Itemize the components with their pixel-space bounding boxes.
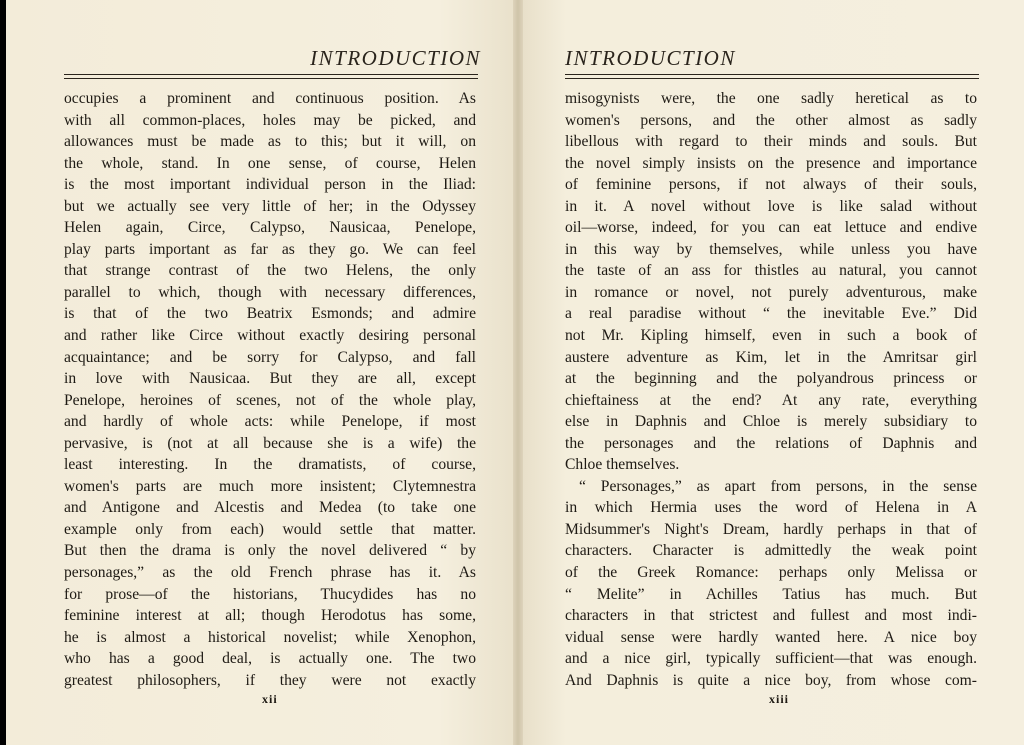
text-line: and rather like Circe without exactly desiring personal <box>64 327 476 345</box>
text-line: characters. Character is admittedly the weak point <box>565 542 977 560</box>
text-line: allowances must be made as to this; but it will, on <box>64 133 476 151</box>
text-line: But then the drama is only the novel delivered “ by <box>64 542 476 560</box>
text-line: the personages and the relations of Daphnis and <box>565 434 977 452</box>
right-running-header: INTRODUCTION <box>565 46 736 70</box>
book-gutter <box>513 0 523 745</box>
text-line: and a nice girl, typically sufficient—that was enough. <box>565 650 977 668</box>
text-line: is that of the two Beatrix Esmonds; and admire <box>64 305 476 323</box>
text-line: Chloe themselves. <box>565 456 680 474</box>
text-line: And Daphnis is quite a nice boy, from whose com- <box>565 671 977 689</box>
text-line: in love with Nausicaa. But they are all, except <box>64 370 476 388</box>
text-line: but we actually see very little of her; in the Odyssey <box>64 197 476 215</box>
left-page <box>6 0 515 745</box>
text-line: with all common-places, holes may be picked, and <box>64 111 476 129</box>
text-line: and Antigone and Alcestis and Medea (to take one <box>64 499 476 517</box>
text-line: greatest philosophers, if they were not exactly <box>64 671 476 689</box>
text-line: and hardly of whole acts: while Penelope, if most <box>64 413 476 431</box>
text-line: least interesting. In the dramatists, of course, <box>64 456 476 474</box>
text-line: play parts important as far as they go. We can feel <box>64 240 476 258</box>
text-line: else in Daphnis and Chloe is merely subsidiary to <box>565 413 977 431</box>
text-line: not Mr. Kipling himself, even in such a book of <box>565 327 977 345</box>
text-line: feminine interest at all; though Herodotus has some, <box>64 607 476 625</box>
right-page-number: xiii <box>769 692 790 706</box>
text-line: personages,” as the old French phrase has it. As <box>64 564 476 582</box>
right-page <box>515 0 1024 745</box>
text-line: the taste of an ass for thistles au natural, you cannot <box>565 262 977 280</box>
text-line: women's persons, and the other almost as sadly <box>565 111 977 129</box>
text-line: the whole, stand. In one sense, of course, Helen <box>64 154 476 172</box>
text-line: austere adventure as Kim, let in the Amritsar girl <box>565 348 977 366</box>
right-header-rule <box>565 74 979 79</box>
text-line: women's parts are much more insistent; Clytemnestra <box>64 477 476 495</box>
text-line: a real paradise without “ the inevitable Eve.” Did <box>565 305 977 323</box>
right-body-text <box>565 88 977 691</box>
text-line: Helen again, Circe, Calypso, Nausicaa, Penelope, <box>64 219 476 237</box>
left-body-text <box>64 88 476 691</box>
text-line: the novel simply insists on the presence and importance <box>565 154 977 172</box>
text-line: example only from each) would settle that matter. <box>64 520 476 538</box>
left-running-header: INTRODUCTION <box>310 46 481 70</box>
text-line: characters in that strictest and fullest and most indi- <box>565 607 977 625</box>
text-line: acquaintance; and be sorry for Calypso, and fall <box>64 348 476 366</box>
text-line: oil—worse, indeed, for you can eat lettuce and endive <box>565 219 977 237</box>
text-line: that strange contrast of the two Helens, the only <box>64 262 476 280</box>
text-line: in which Hermia uses the word of Helena in A <box>565 499 977 517</box>
text-line: vidual sense were hardly wanted here. A nice boy <box>565 628 977 646</box>
text-line: who has a good deal, is actually one. The two <box>64 650 476 668</box>
text-line: is the most important individual person in the Iliad: <box>64 176 476 194</box>
text-line: chieftainess at the end? At any rate, everything <box>565 391 977 409</box>
book-spread <box>6 0 1024 745</box>
text-line: libellous with regard to their minds and souls. But <box>565 133 977 151</box>
text-line: Midsummer's Night's Dream, hardly perhaps in that of <box>565 520 977 538</box>
text-line: Penelope, heroines of scenes, not of the whole play, <box>64 391 476 409</box>
text-line: at the beginning and the polyandrous princess or <box>565 370 977 388</box>
text-line: he is almost a historical novelist; while Xenophon, <box>64 628 476 646</box>
text-line: “ Personages,” as apart from persons, in the sense <box>579 477 977 495</box>
text-line: in it. A novel without love is like salad without <box>565 197 977 215</box>
text-line: in romance or novel, not purely adventurous, make <box>565 283 977 301</box>
text-line: of the Greek Romance: perhaps only Melissa or <box>565 564 977 582</box>
text-line: misogynists were, the one sadly heretical as to <box>565 90 977 107</box>
text-line: “ Melite” in Achilles Tatius has much. But <box>565 585 977 603</box>
text-line: occupies a prominent and continuous position. As <box>64 90 476 107</box>
text-line: parallel to which, though with necessary differences, <box>64 283 476 301</box>
text-line: for prose—of the historians, Thucydides has no <box>64 585 476 603</box>
left-page-number: xii <box>262 692 278 706</box>
text-line: in this way by themselves, while unless you have <box>565 240 977 258</box>
text-line: of feminine persons, if not always of their souls, <box>565 176 977 194</box>
text-line: pervasive, is (not at all because she is a wife) the <box>64 434 476 452</box>
left-header-rule <box>64 74 478 79</box>
